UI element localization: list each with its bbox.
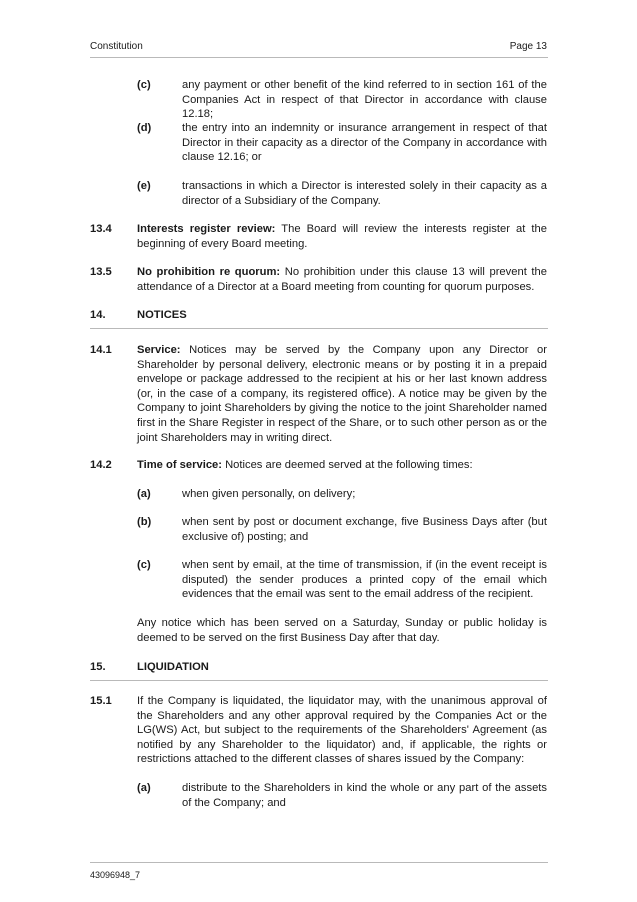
page-number: Page 13 (509, 41, 547, 52)
item-label: (a) (137, 782, 151, 794)
clause-number: 15.1 (90, 695, 112, 707)
item-label: (b) (137, 516, 152, 528)
header-rule (90, 57, 548, 58)
item-text: the entry into an indemnity or insurance arrangement in respect of that Director in their capacity as a director of the Company in accordance with clause 12.16; or (182, 122, 547, 164)
item-text: when sent by post or document exchange, five Business Days after (but exclusive of) posting; and (182, 516, 547, 543)
item-label: (e) (137, 180, 151, 192)
section-number: 14. (90, 309, 106, 321)
item-text: when sent by email, at the time of transmission, if (in the event receipt is disputed) the sender produces a printed copy of the email which evidences that the email was sent to the email address of the recipient. (182, 559, 547, 601)
item-text: transactions in which a Director is interested solely in their capacity as a director of a Subsidiary of the Company. (182, 180, 547, 207)
clause-text (137, 458, 547, 473)
clause-body: Notices are deemed served at the following times: (221, 459, 473, 471)
clause-number: 14.2 (90, 459, 112, 471)
item-label: (c) (137, 559, 151, 571)
item-label: (a) (137, 488, 151, 500)
clause-body: No prohibition under this clause 13 will prevent the attendance of a Director at a Board meeting from counting for quorum purposes. (137, 266, 547, 293)
section-rule (90, 680, 548, 681)
document-title: Constitution (90, 41, 143, 52)
clause-number: 13.4 (90, 223, 112, 235)
item-text: when given personally, on delivery; (182, 488, 356, 500)
clause-lead: No prohibition re quorum: (137, 266, 281, 278)
clause-text (137, 222, 547, 251)
section-heading: LIQUIDATION (137, 661, 209, 673)
section-heading: NOTICES (137, 309, 187, 321)
notice-paragraph: Any notice which has been served on a Saturday, Sunday or public holiday is deemed to be served on the first Business Day after that day. (137, 617, 547, 644)
item-text: distribute to the Shareholders in kind the whole or any part of the assets of the Company; and (182, 782, 547, 809)
clause-text (137, 343, 547, 445)
clause-lead: Time of service: (137, 459, 222, 471)
document-reference: 43096948_7 (90, 870, 141, 880)
footer-rule (90, 862, 548, 863)
section-number: 15. (90, 661, 106, 673)
item-label: (c) (137, 79, 151, 91)
clause-body: Notices may be served by the Company upon any Director or Shareholder by personal delivery, electronic means or by posting it in a prepaid envelope or package addressed to the recipient at his or her last known address (or, in the case of a company, its registered office). A notice may be given by the Company to joint Shareholders by giving the notice to the joint Shareholder named first in the Share Register in respect of the Share, or to such other person as or the joint Shareholders may in writing direct. (137, 344, 547, 444)
clause-body: The Board will review the interests register at the beginning of every Board meeting. (137, 223, 547, 250)
clause-number: 13.5 (90, 266, 112, 278)
item-label: (d) (137, 122, 152, 134)
clause-lead: Interests register review: (137, 223, 276, 235)
item-text: any payment or other benefit of the kind referred to in section 161 of the Companies Act in respect of that Director in accordance with clause 12.18; (182, 79, 547, 121)
section-rule (90, 328, 548, 329)
clause-text: If the Company is liquidated, the liquidator may, with the unanimous approval of the Shareholders and any other approval required by the Companies Act or the LG(WS) Act, but subject to the requirements of the Shareholders' Agreement (as notified by any Shareholder to the liquidator) and, if applicable, the rights or restrictions attached to the different classes of shares issued by the Company: (137, 695, 547, 766)
clause-lead: Service: (137, 344, 181, 356)
clause-number: 14.1 (90, 344, 112, 356)
clause-text (137, 265, 547, 294)
